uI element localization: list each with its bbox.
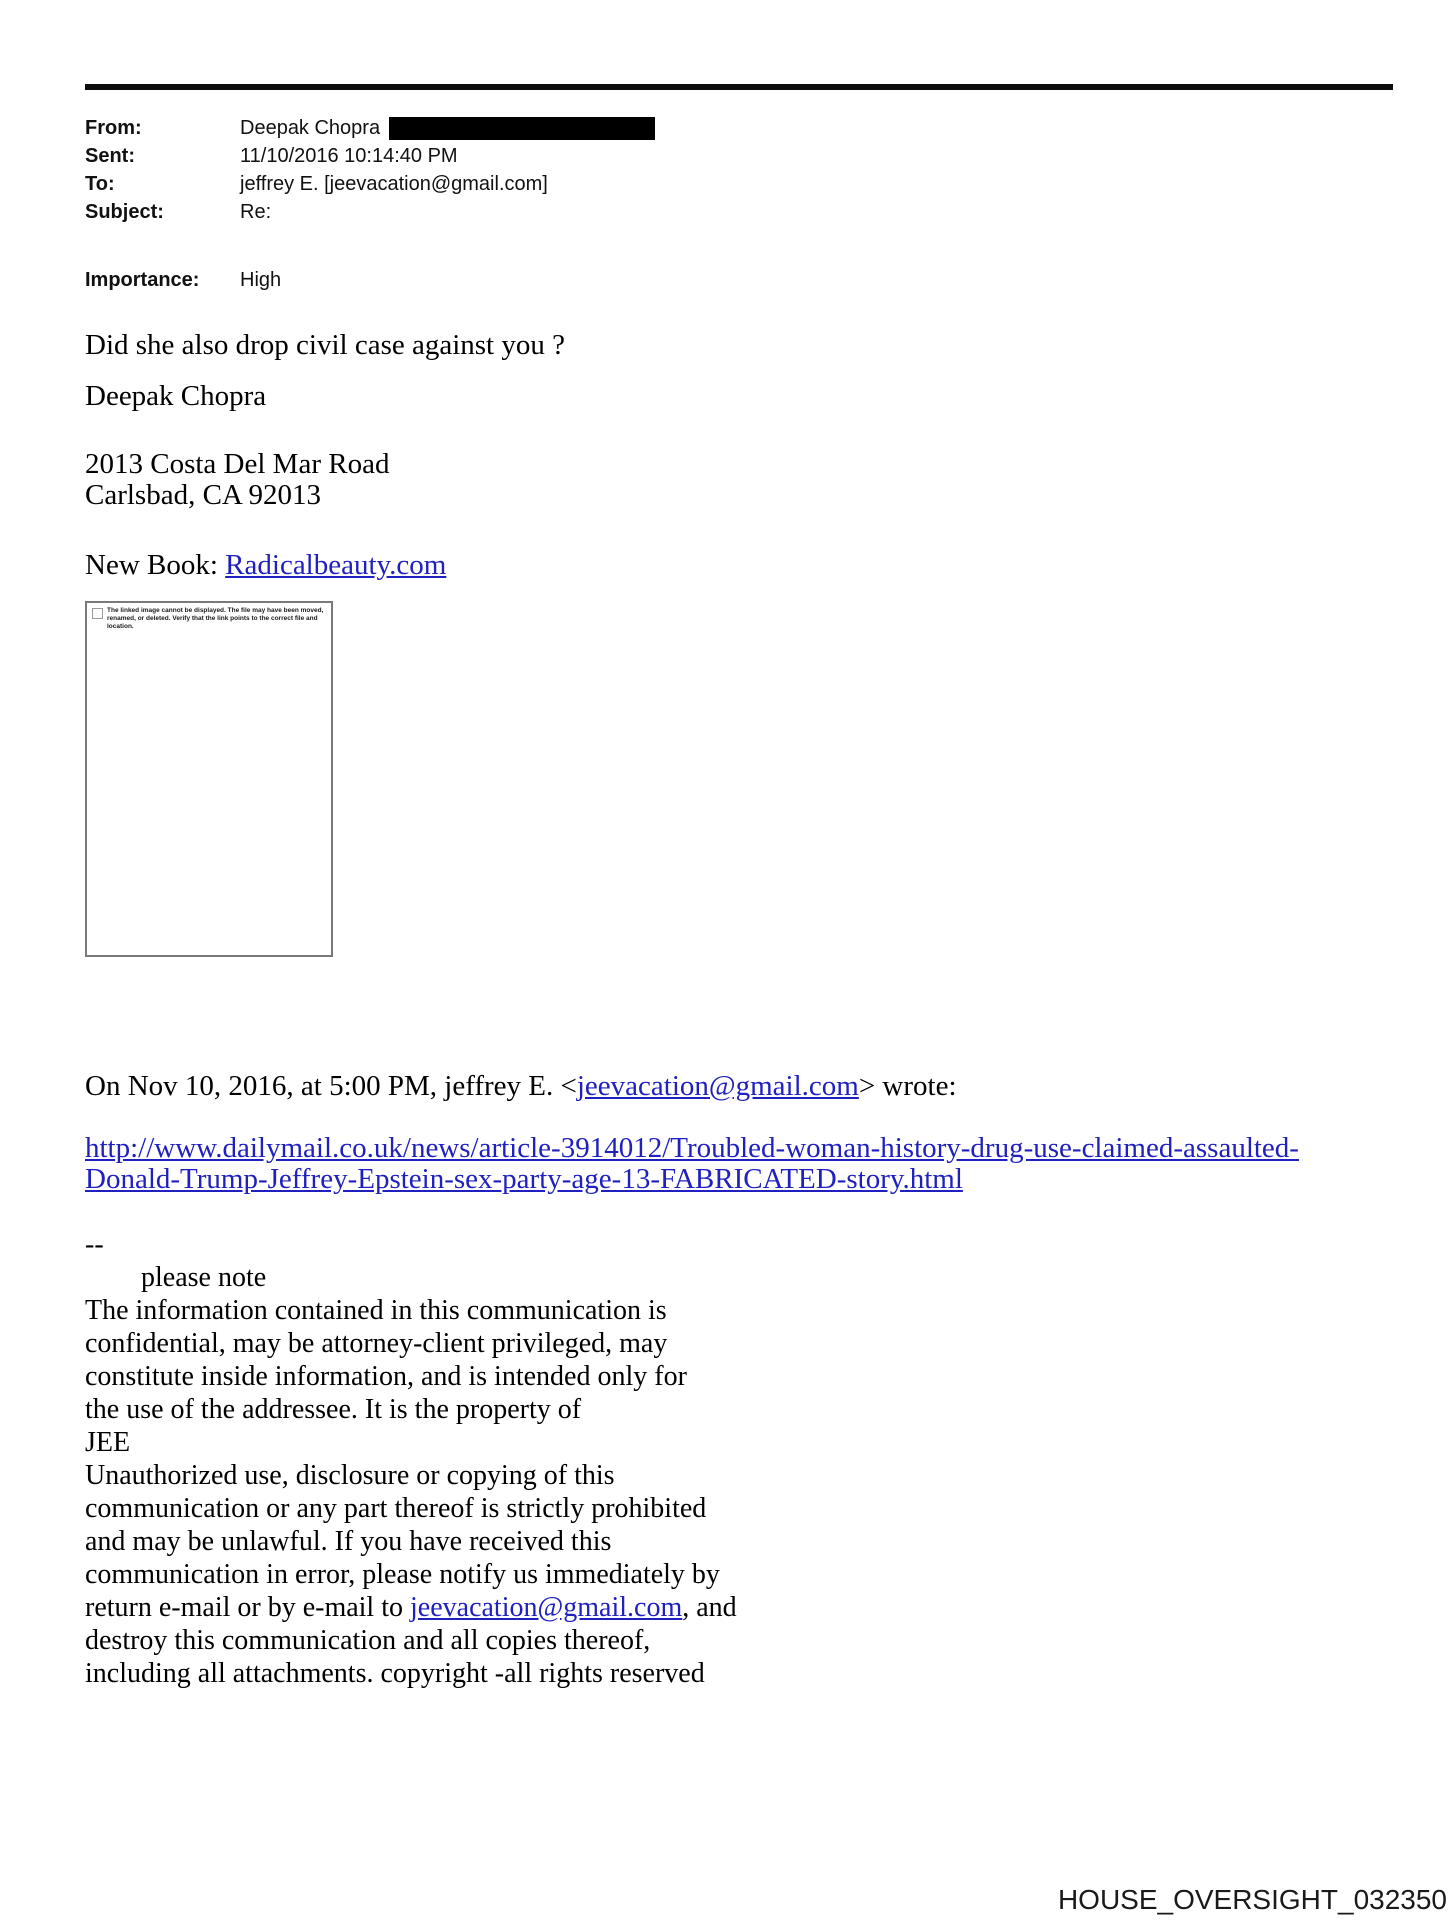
header-row-from — [85, 114, 655, 142]
disclaimer-email-line — [85, 1591, 737, 1624]
new-book-label: New Book: — [85, 549, 226, 581]
broken-image-placeholder — [85, 601, 333, 957]
quote-pre-text: On Nov 10, 2016, at 5:00 PM, jeffrey E. < — [85, 1070, 577, 1102]
separator-rule — [85, 84, 1393, 90]
disclaimer-dashes: -- — [85, 1229, 104, 1260]
importance-value: High — [240, 269, 282, 291]
broken-image-message: The linked image cannot be displayed. The file may have been moved, renamed, or deleted. Verify that the link points to the correct file and location. — [107, 607, 324, 630]
disclaimer-line: communication or any part thereof is strictly prohibited — [85, 1493, 707, 1524]
from-value: Deepak Chopra — [240, 117, 381, 139]
disclaimer-line: Unauthorized use, disclosure or copying of this — [85, 1460, 615, 1491]
header-row-importance — [85, 266, 281, 294]
subject-value: Re: — [240, 201, 272, 223]
quote-email-link[interactable]: jeevacation@gmail.com — [576, 1070, 859, 1102]
confidentiality-disclaimer — [85, 1228, 737, 1690]
email-header-block — [85, 114, 655, 226]
quote-post-text: > wrote: — [858, 1070, 957, 1102]
disclaimer-email-link[interactable]: jeevacation@gmail.com — [410, 1592, 683, 1623]
header-row-sent — [85, 142, 655, 170]
address-line-1: 2013 Costa Del Mar Road — [85, 448, 390, 480]
disclaimer-email-pre: return e-mail or by e-mail to — [85, 1592, 410, 1623]
broken-image-icon — [92, 608, 103, 619]
signature-name: Deepak Chopra — [85, 380, 267, 412]
signature-address — [85, 449, 389, 511]
sent-value: 11/10/2016 10:14:40 PM — [240, 145, 458, 167]
radicalbeauty-link[interactable]: Radicalbeauty.com — [225, 549, 447, 581]
address-line-2: Carlsbad, CA 92013 — [85, 479, 322, 511]
disclaimer-line: confidential, may be attorney-client privileged, may — [85, 1328, 668, 1359]
to-value: jeffrey E. [jeevacation@gmail.com] — [240, 173, 548, 195]
sent-label: Sent: — [85, 145, 135, 167]
to-label: To: — [85, 173, 115, 195]
header-row-subject — [85, 198, 655, 226]
disclaimer-line: including all attachments. copyright -all rights reserved — [85, 1658, 705, 1689]
article-url-line-2[interactable]: Donald-Trump-Jeffrey-Epstein-sex-party-age-13-FABRICATED-story.html — [85, 1163, 963, 1195]
importance-label: Importance: — [85, 269, 200, 291]
disclaimer-line: destroy this communication and all copies thereof, — [85, 1625, 651, 1656]
disclaimer-line: and may be unlawful. If you have received this — [85, 1526, 612, 1557]
broken-image-inner — [92, 607, 326, 631]
subject-label: Subject: — [85, 201, 164, 223]
from-label: From: — [85, 117, 142, 139]
bates-number-label: HOUSE_OVERSIGHT_032350 — [1057, 1884, 1447, 1915]
disclaimer-line: constitute inside information, and is intended only for — [85, 1361, 687, 1392]
disclaimer-line: the use of the addressee. It is the property of — [85, 1394, 582, 1425]
disclaimer-line: JEE — [85, 1427, 131, 1458]
redaction-bar — [389, 117, 655, 140]
disclaimer-line: The information contained in this communication is — [85, 1295, 667, 1326]
article-url-line-1[interactable]: http://www.dailymail.co.uk/news/article-3914012/Troubled-woman-history-drug-use-claimed-assaulted- — [85, 1132, 1299, 1164]
disclaimer-line: communication in error, please notify us immediately by — [85, 1559, 720, 1590]
body-question-text: Did she also drop civil case against you ? — [85, 329, 565, 361]
new-book-line — [85, 550, 446, 581]
header-row-to — [85, 170, 655, 198]
dailymail-article-link[interactable] — [85, 1133, 1299, 1195]
disclaimer-note: please note — [141, 1262, 267, 1293]
quote-attribution-line — [85, 1071, 957, 1102]
disclaimer-email-post: , and — [682, 1592, 737, 1623]
